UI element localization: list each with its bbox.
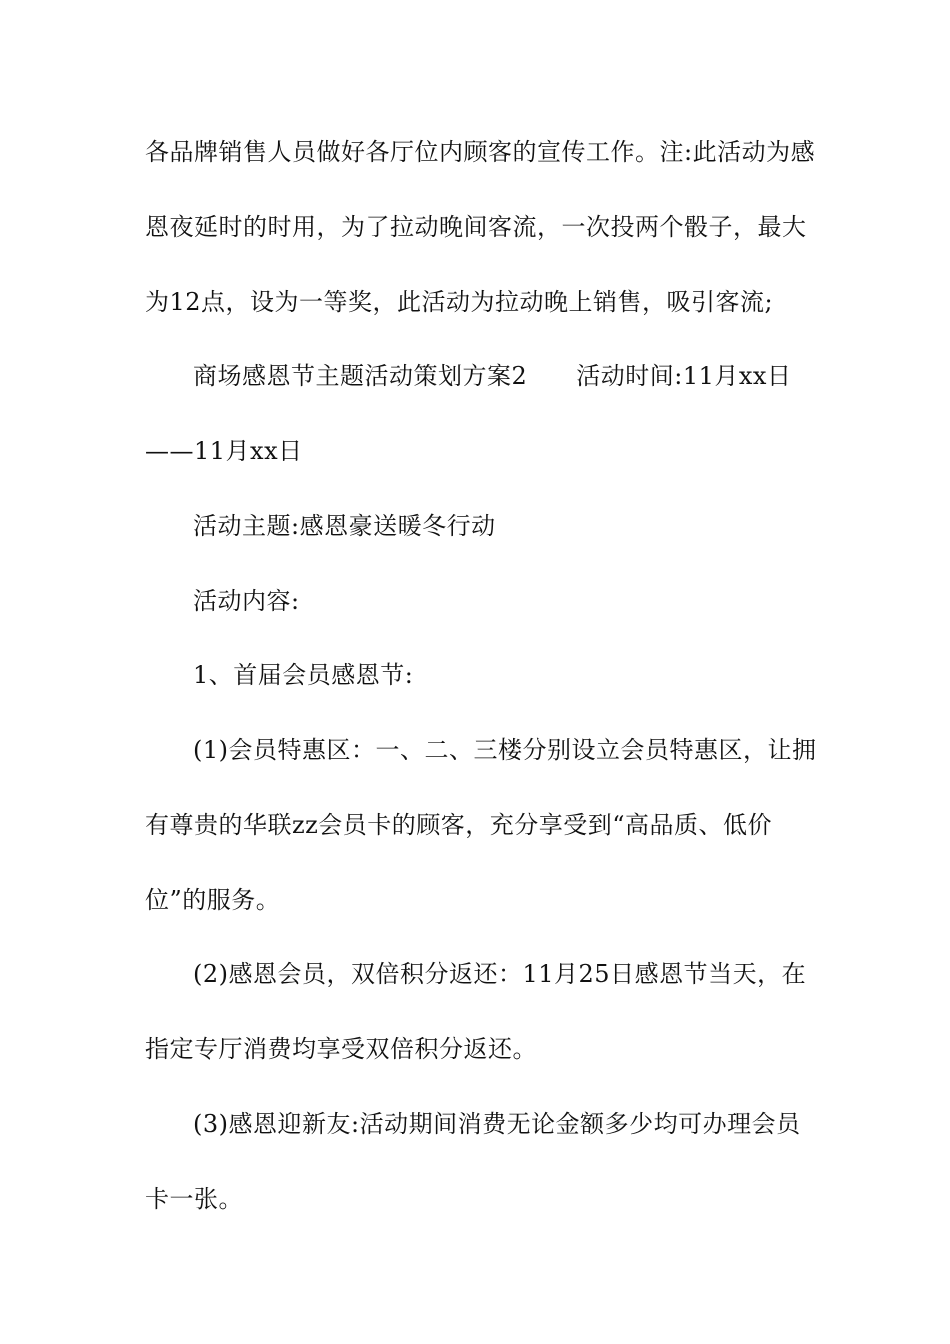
- paragraph-line: (3)感恩迎新友:活动期间消费无论金额多少均可办理会员: [193, 1110, 801, 1138]
- paragraph-line: (2)感恩会员，双倍积分返还：11月25日感恩节当天，在: [193, 960, 807, 988]
- paragraph-line: 各品牌销售人员做好各厅位内顾客的宣传工作。注:此活动为感: [145, 138, 816, 166]
- section-heading-line: 商场感恩节主题活动策划方案2 活动时间:11月xx日: [193, 362, 792, 390]
- paragraph-line: ——11月xx日: [145, 437, 303, 465]
- list-item-heading: 1、首届会员感恩节:: [193, 661, 414, 689]
- paragraph-line: 为12点，设为一等奖，此活动为拉动晚上销售，吸引客流;: [145, 288, 774, 316]
- paragraph-line: 卡一张。: [145, 1185, 243, 1213]
- paragraph-line: 位”的服务。: [145, 886, 281, 914]
- activity-content-label: 活动内容:: [193, 587, 300, 615]
- paragraph-line: 恩夜延时的时用，为了拉动晚间客流，一次投两个骰子，最大: [145, 213, 807, 241]
- activity-theme-line: 活动主题:感恩豪送暖冬行动: [193, 512, 496, 540]
- paragraph-line: 指定专厅消费均享受双倍积分返还。: [145, 1035, 537, 1063]
- paragraph-line: 有尊贵的华联zz会员卡的顾客，充分享受到“高品质、低价: [145, 811, 773, 839]
- paragraph-line: (1)会员特惠区：一、二、三楼分别设立会员特惠区，让拥: [193, 736, 817, 764]
